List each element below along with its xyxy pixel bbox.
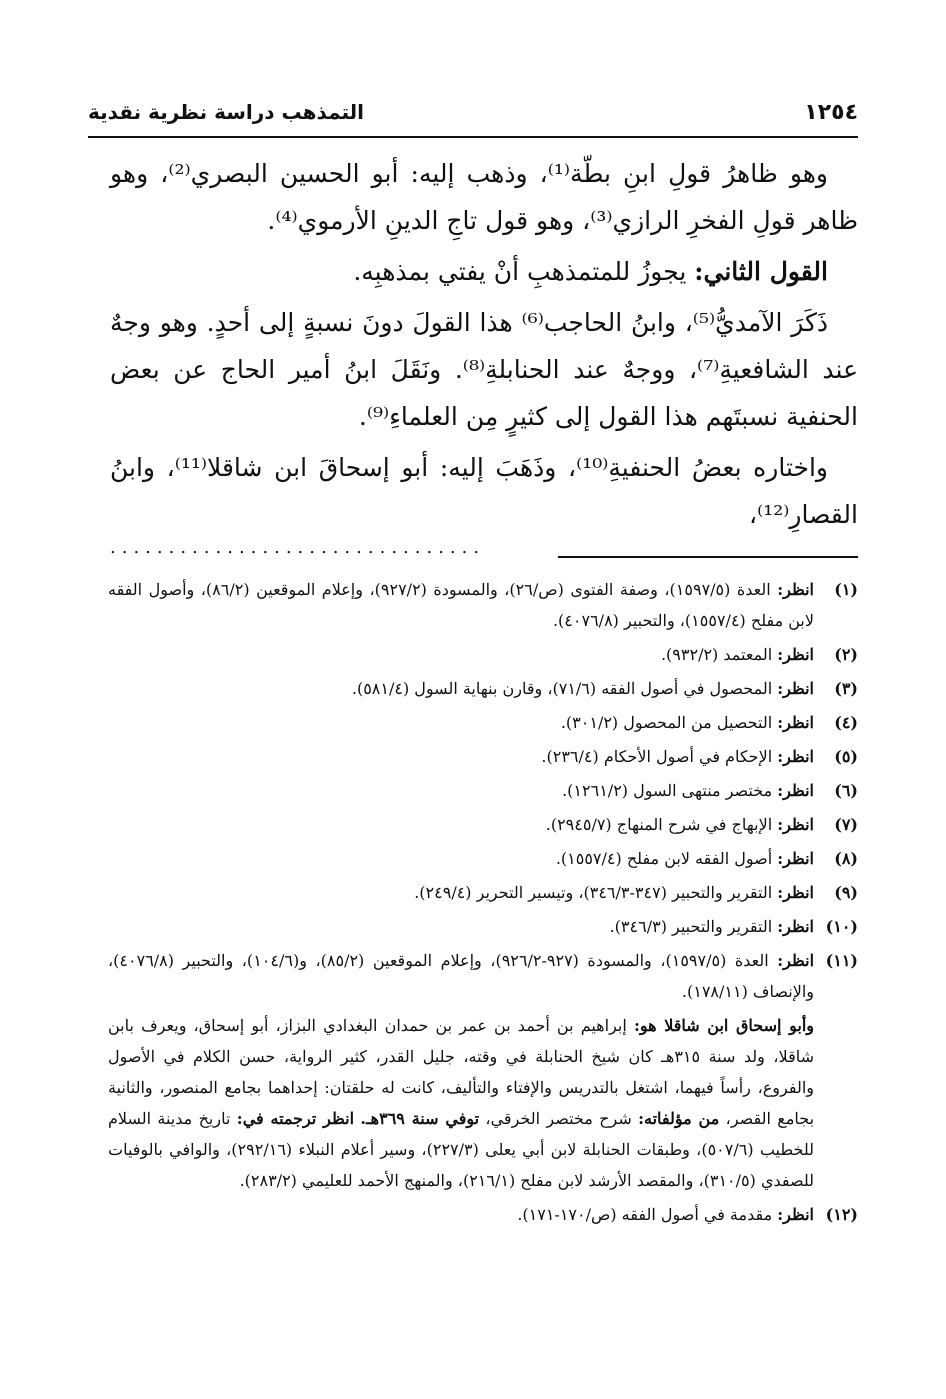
footnote-body: مختصر منتهى السول (١٢٦١/٢). <box>562 781 773 800</box>
footnote-lead: انظر: <box>777 645 814 664</box>
footnote-number: (٩) <box>834 883 858 902</box>
footnote-lead: انظر: <box>777 883 814 902</box>
second-opinion-heading: القول الثاني: <box>694 257 828 286</box>
footnote-body: العدة (١٥٩٧/٥)، وصفة الفتوى (ص/٢٦)، والمسودة (٩٢٧/٢)، وإعلام الموقعين (٨٦/٢)، وأصول الفقه لابن مفلح (١٥٥٧/٤)، والتحبير (٤٠٧٦/٨). <box>108 580 814 630</box>
footnote-text <box>108 809 814 840</box>
page-number: ١٢٥٤ <box>804 100 858 125</box>
biography-text: إبراهيم بن أحمد بن عمر بن حمدان البغدادي البزاز، أبو إسحاق، ويعرف بابن شاقلا، ولد سنة ٣١٥هـ كان شيخ الحنابلة في وقته، جليل القدر، كثير الرواية، حسن الكلام في الأصول والفروع، رأساً فيهما، اشتغل بالتدريس والإفتاء والتأليف، كانت له حلقتان: إحداهما بجامع المنصور، والثانية بجامع القصر، <box>108 1016 815 1128</box>
paragraph-2 <box>110 248 858 295</box>
footnote <box>108 809 858 840</box>
main-text <box>110 150 858 558</box>
footnote-divider <box>558 556 858 558</box>
footnote-body: التحصيل من المحصول (٣٠١/٢). <box>560 713 773 732</box>
footnote-number: (٢) <box>834 645 858 664</box>
footnote-text <box>108 911 814 942</box>
footnote-text <box>108 877 814 908</box>
footnote-body: التقرير والتحبير (٣٤٦/٣). <box>609 917 773 936</box>
references-lead: انظر ترجمته في: <box>236 1109 355 1128</box>
footnote-body: الإبهاج في شرح المنهاج (٢٩٤٥/٧). <box>545 815 773 834</box>
footnote-text <box>108 775 814 806</box>
footnote-lead: انظر: <box>777 917 814 936</box>
page-header <box>88 96 858 138</box>
footnote-body: أصول الفقه لابن مفلح (١٥٥٧/٤). <box>555 849 773 868</box>
footnote <box>108 639 858 670</box>
footnote-text <box>108 1199 814 1230</box>
footnote-lead: انظر: <box>777 580 814 599</box>
footnote-lead: انظر: <box>777 951 815 970</box>
footnote-number: (٦) <box>834 781 858 800</box>
footnote-number: (٨) <box>834 849 858 868</box>
biography-lead: وأبو إسحاق ابن شاقلا هو: <box>633 1016 814 1035</box>
references-text: تاريخ مدينة السلام للخطيب (٥٠٧/٦)، وطبقات الحنابلة لابن أبي يعلى (٢٢٧/٣)، وسير أعلام النبلاء (٢٩٢/١٦)، والوافي بالوفيات للصفدي (٣١٠/٥)، والمقصد الأرشد لابن مفلح (٢١٦/١)، والمنهج الأحمد للعليمي (٢٨٣/٢). <box>108 1109 815 1190</box>
footnote-number: (٤) <box>834 713 858 732</box>
footnote <box>108 843 858 874</box>
footnote-text <box>108 843 814 874</box>
paragraph-4: واختاره بعضُ الحنفيةِ⁽¹⁰⁾، وذَهَبَ إليه: أبو إسحاقَ ابن شاقلا⁽¹¹⁾، وابنُ القصارِ⁽¹²⁾، <box>110 453 858 529</box>
footnote-body: المعتمد (٩٣٢/٢). <box>660 645 773 664</box>
footnote-body: العدة (١٥٩٧/٥)، والمسودة (٩٢٧-٩٢٦/٢)، وإعلام الموقعين (٨٥/٢)، و(١٠٤/٦)، والتحبير (٤٠٧٦/٨)، والإنصاف (١٧٨/١١). <box>108 951 814 1001</box>
footnote-body: مقدمة في أصول الفقه (ص/١٧٠-١٧١). <box>517 1205 773 1224</box>
footnote <box>108 707 858 738</box>
second-opinion-text: يجوزُ للمتمذهبِ أنْ يفتي بمذهبِه. <box>353 257 687 286</box>
footnote-text <box>108 707 814 738</box>
footnote-lead: انظر: <box>777 815 814 834</box>
footnote-text <box>108 945 814 1007</box>
death-date: توفي سنة ٣٦٩هـ. <box>360 1109 480 1128</box>
footnote-number: (١) <box>834 580 858 599</box>
footnote-number: (٥) <box>834 747 858 766</box>
footnote <box>108 911 858 942</box>
footnote-lead: انظر: <box>777 713 814 732</box>
footnote-text <box>108 673 814 704</box>
footnote-lead: انظر: <box>777 679 814 698</box>
footnote-number: (٧) <box>834 815 858 834</box>
footnote-body: المحصول في أصول الفقه (٧١/٦)، وقارن بنهاية السول (٥٨١/٤). <box>351 679 773 698</box>
footnote-number: (١١) <box>825 951 858 970</box>
biography-note <box>108 1010 858 1196</box>
footnote-lead: انظر: <box>777 1205 814 1224</box>
footnote-text <box>108 741 814 772</box>
footnote-text <box>108 574 814 636</box>
footnote <box>108 574 858 636</box>
paragraph-3: ذَكَرَ الآمديُّ⁽⁵⁾، وابنُ الحاجب⁽⁶⁾ هذا القولَ دونَ نسبةٍ إلى أحدٍ. وهو وجهٌ عند الشافعيةِ⁽⁷⁾، ووجهٌ عند الحنابلةِ⁽⁸⁾. ونَقَلَ ابنُ أمير الحاج عن بعض الحنفية نسبتَهم هذا القول إلى كثيرٍ مِن العلماءِ⁽⁹⁾. <box>110 308 858 431</box>
footnote-lead: انظر: <box>777 781 814 800</box>
footnote <box>108 877 858 908</box>
footnote-number: (٣) <box>834 679 858 698</box>
footnote <box>108 741 858 772</box>
works-text: شرح مختصر الخرقي، <box>485 1109 632 1128</box>
footnote-lead: انظر: <box>777 849 814 868</box>
footnote-body: الإحكام في أصول الأحكام (٢٣٦/٤). <box>541 747 773 766</box>
footnote <box>108 775 858 806</box>
works-lead: من مؤلفاته: <box>638 1109 720 1128</box>
footnote-body: التقرير والتحبير (٣٤٧-٣٤٦/٣)، وتيسير التحرير (٢٤٩/٤). <box>414 883 773 902</box>
footnote-number: (١٠) <box>825 917 858 936</box>
footnote <box>108 1199 858 1230</box>
paragraph-1: وهو ظاهرُ قولِ ابنِ بطّة⁽¹⁾، وذهب إليه: أبو الحسين البصري⁽²⁾، وهو ظاهر قولِ الفخرِ الرازي⁽³⁾، وهو قول تاجِ الدينِ الأرموي⁽⁴⁾. <box>110 159 858 235</box>
footnote-lead: انظر: <box>777 747 814 766</box>
footnote <box>108 673 858 704</box>
footnote-number: (١٢) <box>825 1205 858 1224</box>
footnote-text <box>108 639 814 670</box>
footnote <box>108 945 858 1007</box>
continuation-dots: ................................ <box>110 537 486 558</box>
running-title: التمذهب دراسة نظرية نقدية <box>88 100 365 124</box>
footnotes <box>108 574 858 1233</box>
